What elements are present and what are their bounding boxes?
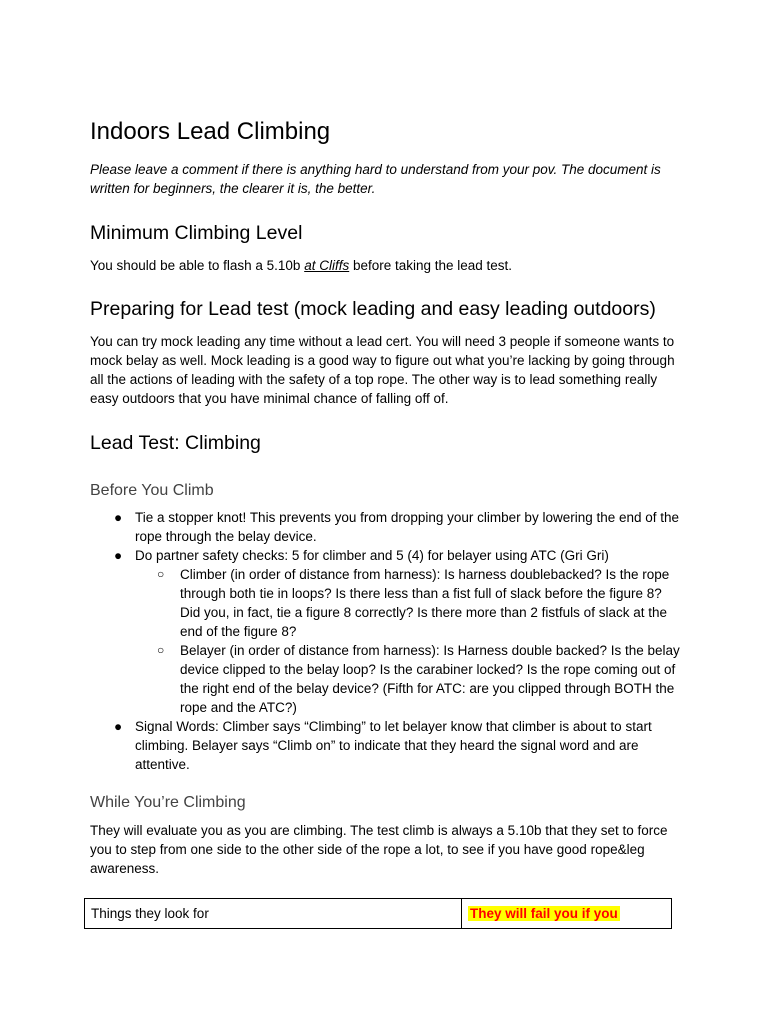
heading-preparing: Preparing for Lead test (mock leading and easy leading outdoors) bbox=[90, 298, 656, 320]
sublist-item-climber bbox=[135, 565, 680, 641]
heading-before-climb: Before You Climb bbox=[90, 482, 214, 499]
before-climb-list bbox=[90, 508, 680, 774]
table-header-fail bbox=[462, 899, 672, 929]
list-item-text: Tie a stopper knot! This prevents you from dropping your climber by lowering the end of the rope through the belay device. bbox=[135, 510, 680, 544]
bullet-icon: ● bbox=[114, 548, 123, 563]
hollow-bullet-icon: ○ bbox=[157, 643, 165, 657]
list-item-signal-words bbox=[90, 717, 680, 774]
heading-minimum-level: Minimum Climbing Level bbox=[90, 222, 303, 244]
heading-while-climbing: While You’re Climbing bbox=[90, 794, 246, 811]
heading-lead-test: Lead Test: Climbing bbox=[90, 432, 261, 454]
cliffs-link[interactable]: at Cliffs bbox=[304, 258, 350, 273]
preparing-paragraph: You can try mock leading any time without a lead cert. You will need 3 people if someone wants to mock belay as well. Mock leading is a good way to figure out what you’re lacking by going through all the actions of leading with the safety of a top rope. The other way is to lead something really easy outdoors that you have minimal chance of falling off of. bbox=[90, 334, 675, 406]
sublist-item-text: Climber (in order of distance from harness): Is harness doublebacked? Is the rope through both tie in loops? Is there less than a fist full of slack before the figure 8? Did you, in fact, tie a figure 8 correctly? Is there more than 2 fistfuls of slack at the end of the figure 8? bbox=[180, 567, 670, 639]
list-item-stopper-knot bbox=[90, 508, 680, 546]
bullet-icon: ● bbox=[114, 719, 123, 734]
evaluation-table bbox=[84, 898, 672, 929]
min-level-text-after: before taking the lead test. bbox=[349, 258, 513, 273]
min-level-text-before: You should be able to flash a 5.10b bbox=[90, 258, 305, 273]
document-title: Indoors Lead Climbing bbox=[90, 118, 331, 145]
hollow-bullet-icon: ○ bbox=[157, 567, 165, 581]
table-header-look-for: Things they look for bbox=[85, 899, 462, 929]
while-climbing-paragraph: They will evaluate you as you are climbing. The test climb is always a 5.10b that they set to force you to step from one side to the other side of the rope a lot, to see if you have good rope&leg awareness. bbox=[90, 823, 668, 876]
intro-note: Please leave a comment if there is anything hard to understand from your pov. The document is written for beginners, the clearer it is, the better. bbox=[90, 162, 661, 196]
safety-checks-sublist bbox=[135, 565, 680, 717]
sublist-item-text: Belayer (in order of distance from harness): Is Harness double backed? Is the belay device clipped to the belay loop? Is the carabiner locked? Is the rope coming out of the right end of the belay device? (Fifth for ATC: are you clipped through BOTH the rope and the ATC?) bbox=[180, 643, 680, 715]
list-item-safety-checks bbox=[90, 546, 680, 717]
sublist-item-belayer bbox=[135, 641, 680, 717]
table-row bbox=[85, 899, 672, 929]
list-item-text: Signal Words: Climber says “Climbing” to let belayer know that climber is about to start climbing. Belayer says “Climb on” to indicate that they heard the signal word and are attentive. bbox=[135, 719, 652, 772]
minimum-level-paragraph bbox=[90, 256, 680, 275]
bullet-icon: ● bbox=[114, 510, 123, 525]
list-item-text: Do partner safety checks: 5 for climber and 5 (4) for belayer using ATC (Gri Gri) bbox=[135, 548, 609, 563]
fail-highlight: They will fail you if you bbox=[470, 906, 618, 921]
